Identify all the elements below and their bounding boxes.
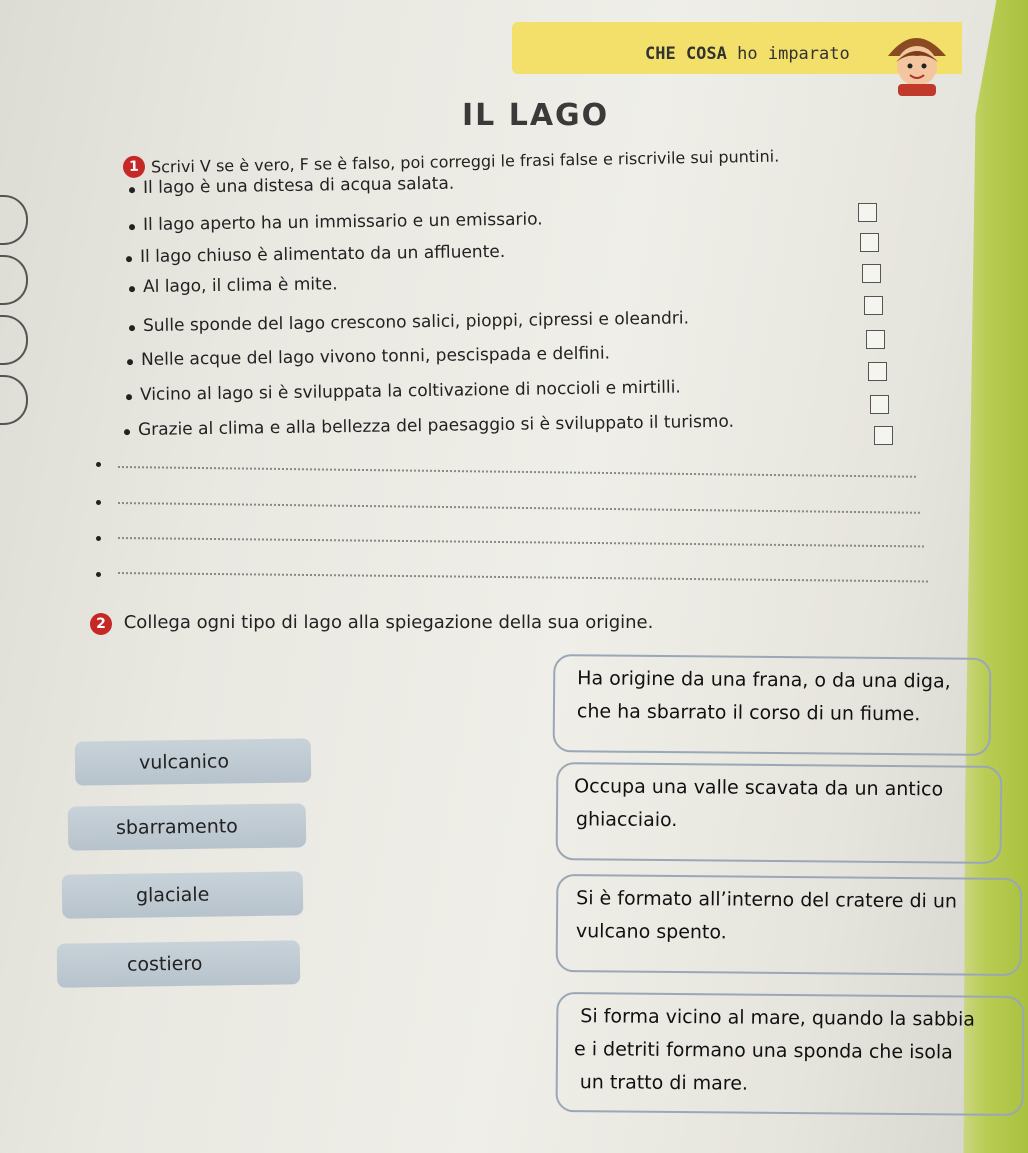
- answer-checkbox-5[interactable]: [866, 330, 885, 349]
- exercise1-instruction: [125, 147, 780, 177]
- banner-prefix: CHE COSA: [645, 44, 727, 64]
- exercise1-text: Scrivi V se è vero, F se è falso, poi correggi le frasi false e riscrivile sui puntini.: [150, 146, 780, 177]
- left-binding-marks: [0, 195, 30, 435]
- origin-description-2[interactable]: [556, 762, 1003, 864]
- answer-checkbox-6[interactable]: [868, 362, 887, 381]
- statement-6: Nelle acque del lago vivono tonni, pescispada e delfini.: [140, 343, 611, 370]
- statement-7: Vicino al lago si è sviluppata la coltivazione di noccioli e mirtilli.: [139, 377, 681, 405]
- answer-checkbox-7[interactable]: [870, 395, 889, 414]
- description-line: vulcano spento.: [575, 920, 727, 944]
- statement-5: Sulle sponde del lago crescono salici, pioppi, cipressi e oleandri.: [142, 308, 690, 336]
- correction-line-2[interactable]: [118, 502, 920, 514]
- correction-bullet-4: [96, 572, 101, 577]
- answer-checkbox-8[interactable]: [874, 426, 893, 445]
- description-line: un tratto di mare.: [579, 1071, 749, 1095]
- correction-line-4[interactable]: [118, 572, 928, 582]
- page-title: IL LAGO: [462, 98, 610, 133]
- description-line: Si è formato all’interno del cratere di un: [576, 887, 958, 913]
- exercise2-number: 2: [90, 613, 112, 635]
- description-line: Occupa una valle scavata da un antico: [574, 775, 944, 801]
- lake-type-glaciale[interactable]: [62, 871, 304, 918]
- origin-description-1[interactable]: [553, 654, 992, 756]
- correction-bullet-3: [96, 536, 101, 541]
- correction-line-1[interactable]: [118, 466, 916, 478]
- statement-2: Il lago aperto ha un immissario e un emissario.: [142, 209, 543, 235]
- lake-type-sbarramento[interactable]: [68, 803, 307, 850]
- lake-type-label: costiero: [126, 952, 203, 976]
- lake-type-vulcanico[interactable]: [75, 738, 312, 785]
- lake-type-label: vulcanico: [138, 750, 230, 774]
- origin-description-3[interactable]: [556, 874, 1023, 976]
- lake-type-costiero[interactable]: [57, 940, 301, 987]
- description-line: ghiacciaio.: [575, 808, 678, 832]
- correction-bullet-2: [96, 500, 101, 505]
- answer-checkbox-4[interactable]: [864, 296, 883, 315]
- description-line: che ha sbarrato il corso di un fiume.: [576, 700, 921, 726]
- lake-type-label: sbarramento: [115, 815, 239, 839]
- statement-3: Il lago chiuso è alimentato da un affluente.: [139, 241, 506, 267]
- origin-description-4[interactable]: [555, 992, 1024, 1116]
- mascot-icon: [878, 26, 956, 96]
- correction-bullet-1: [96, 462, 101, 467]
- banner-suffix: ho imparato: [737, 44, 850, 64]
- exercise2-instruction: [90, 612, 653, 635]
- exercise2-text: Collega ogni tipo di lago alla spiegazione della sua origine.: [123, 612, 654, 633]
- statement-8: Grazie al clima e alla bellezza del paesaggio si è sviluppato il turismo.: [137, 411, 735, 440]
- page-green-edge: [958, 0, 1028, 1153]
- description-line: Si forma vicino al mare, quando la sabbia: [580, 1005, 976, 1031]
- answer-checkbox-2[interactable]: [860, 233, 879, 252]
- banner-title: [645, 44, 850, 64]
- description-line: Ha origine da una frana, o da una diga,: [577, 667, 951, 693]
- description-line: e i detriti formano una sponda che isola: [573, 1038, 953, 1064]
- lake-type-label: glaciale: [135, 883, 210, 907]
- statement-4: Al lago, il clima è mite.: [142, 274, 338, 297]
- answer-checkbox-3[interactable]: [862, 264, 881, 283]
- correction-line-3[interactable]: [118, 537, 924, 547]
- statement-1: Il lago è una distesa di acqua salata.: [142, 173, 455, 198]
- exercise1-number: 1: [123, 156, 145, 178]
- answer-checkbox-1[interactable]: [858, 203, 877, 222]
